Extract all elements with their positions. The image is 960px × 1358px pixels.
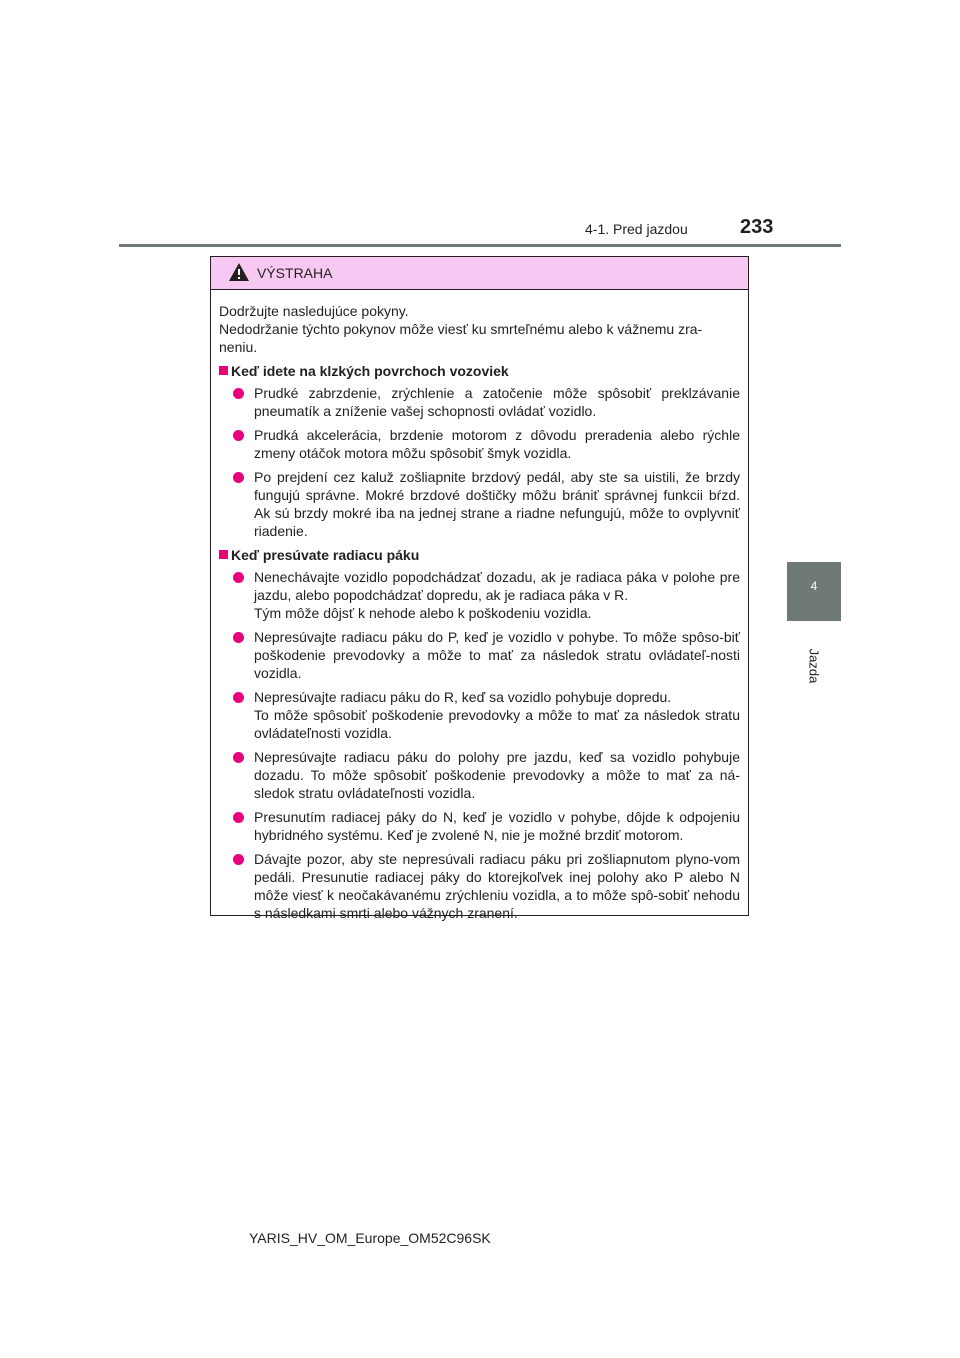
section-heading — [219, 546, 740, 564]
circle-bullet-icon — [233, 430, 244, 441]
list-item — [231, 688, 740, 742]
circle-bullet-icon — [233, 752, 244, 763]
chapter-number: 4 — [810, 579, 818, 593]
square-bullet-icon — [219, 366, 228, 375]
list-item-text: Nenechávajte vozidlo popodchádzať dozadu, ak je radiaca páka v polohe pre jazdu, alebo popodchádzať dopredu, ak je radiaca páka v R. Tým môže dôjsť k nehode alebo k poškodeniu vozidla. — [254, 569, 740, 621]
section-heading-text: Keď idete na klzkých povrchoch vozoviek — [231, 363, 509, 379]
list-item-text: Nepresúvajte radiacu páku do polohy pre jazdu, keď sa vozidlo pohybuje dozadu. To môže spôsobiť poškodenie prevodovky a môže to mať za ná-sledok stratu ovládateľnosti vozidla. — [254, 749, 740, 801]
warning-box — [210, 256, 749, 921]
list-item-text: Dávajte pozor, aby ste nepresúvali radiacu páku pri zošliapnutom plyno-vom pedáli. Presunutie radiacej páky do ktorejkoľvek inej polohy ako P alebo N môže viesť k neočakávanému zrýchleniu vozidla, a to môže spô-sobiť nehodu s následkami smrti alebo vážnych zranení. — [254, 851, 740, 921]
list-item — [231, 748, 740, 802]
section-title: 4-1. Pred jazdou — [585, 221, 688, 237]
chapter-label: Jazda — [806, 648, 822, 684]
list-item — [231, 628, 740, 682]
circle-bullet-icon — [233, 692, 244, 703]
list-item-text: Nepresúvajte radiacu páku do P, keď je vozidlo v pohybe. To môže spôso-biť poškodenie prevodovky a môže to mať za následok stratu ovládateľ-nosti vozidla. — [254, 629, 740, 681]
chapter-tab — [787, 562, 841, 621]
warning-intro: Dodržujte nasledujúce pokyny. Nedodržanie týchto pokynov môže viesť ku smrteľnému alebo k vážnemu zra- neniu. — [219, 303, 703, 355]
list-item — [231, 850, 740, 922]
document-code: YARIS_HV_OM_Europe_OM52C96SK — [249, 1230, 491, 1246]
warning-title: VÝSTRAHA — [257, 265, 333, 281]
circle-bullet-icon — [233, 472, 244, 483]
circle-bullet-icon — [233, 812, 244, 823]
header-divider — [119, 244, 841, 247]
warning-body — [211, 290, 748, 922]
list-item — [231, 426, 740, 462]
list-item-text: Prudké zabrzdenie, zrýchlenie a zatočenie môže spôsobiť preklzávanie pneumatík a zníženie vašej schopnosti ovládať vozidlo. — [254, 385, 740, 419]
chapter-label-container — [790, 636, 838, 696]
list-item — [231, 808, 740, 844]
list-item — [231, 568, 740, 622]
square-bullet-icon — [219, 550, 228, 559]
circle-bullet-icon — [233, 572, 244, 583]
page-number: 233 — [740, 216, 774, 238]
section-heading-text: Keď presúvate radiacu páku — [231, 547, 420, 563]
circle-bullet-icon — [233, 632, 244, 643]
circle-bullet-icon — [233, 388, 244, 399]
warning-header — [211, 257, 748, 290]
list-item-text: Po prejdení cez kaluž zošliapnite brzdový pedál, aby ste sa uistili, že brzdy fungujú správne. Mokré brzdové doštičky môžu brániť správnej funkcii bŕzd. Ak sú brzdy mokré iba na jednej strane a riadne nefungujú, môže to ovplyvniť riadenie. — [254, 469, 740, 539]
list-item — [231, 468, 740, 540]
list-item-text: Nepresúvajte radiacu páku do R, keď sa vozidlo pohybuje dopredu. To môže spôsobiť poškodenie prevodovky a môže to mať za následok stratu ovládateľnosti vozidla. — [254, 689, 740, 741]
list-item-text: Presunutím radiacej páky do N, keď je vozidlo v pohybe, dôjde k odpojeniu hybridného systému. Keď je zvolené N, nie je možné brzdiť motorom. — [254, 809, 740, 843]
circle-bullet-icon — [233, 854, 244, 865]
warning-triangle-icon — [228, 262, 250, 282]
list-item — [231, 384, 740, 420]
list-item-text: Prudká akcelerácia, brzdenie motorom z dôvodu preradenia alebo rýchle zmeny otáčok motora môžu spôsobiť šmyk vozidla. — [254, 427, 740, 461]
section-heading — [219, 362, 740, 380]
